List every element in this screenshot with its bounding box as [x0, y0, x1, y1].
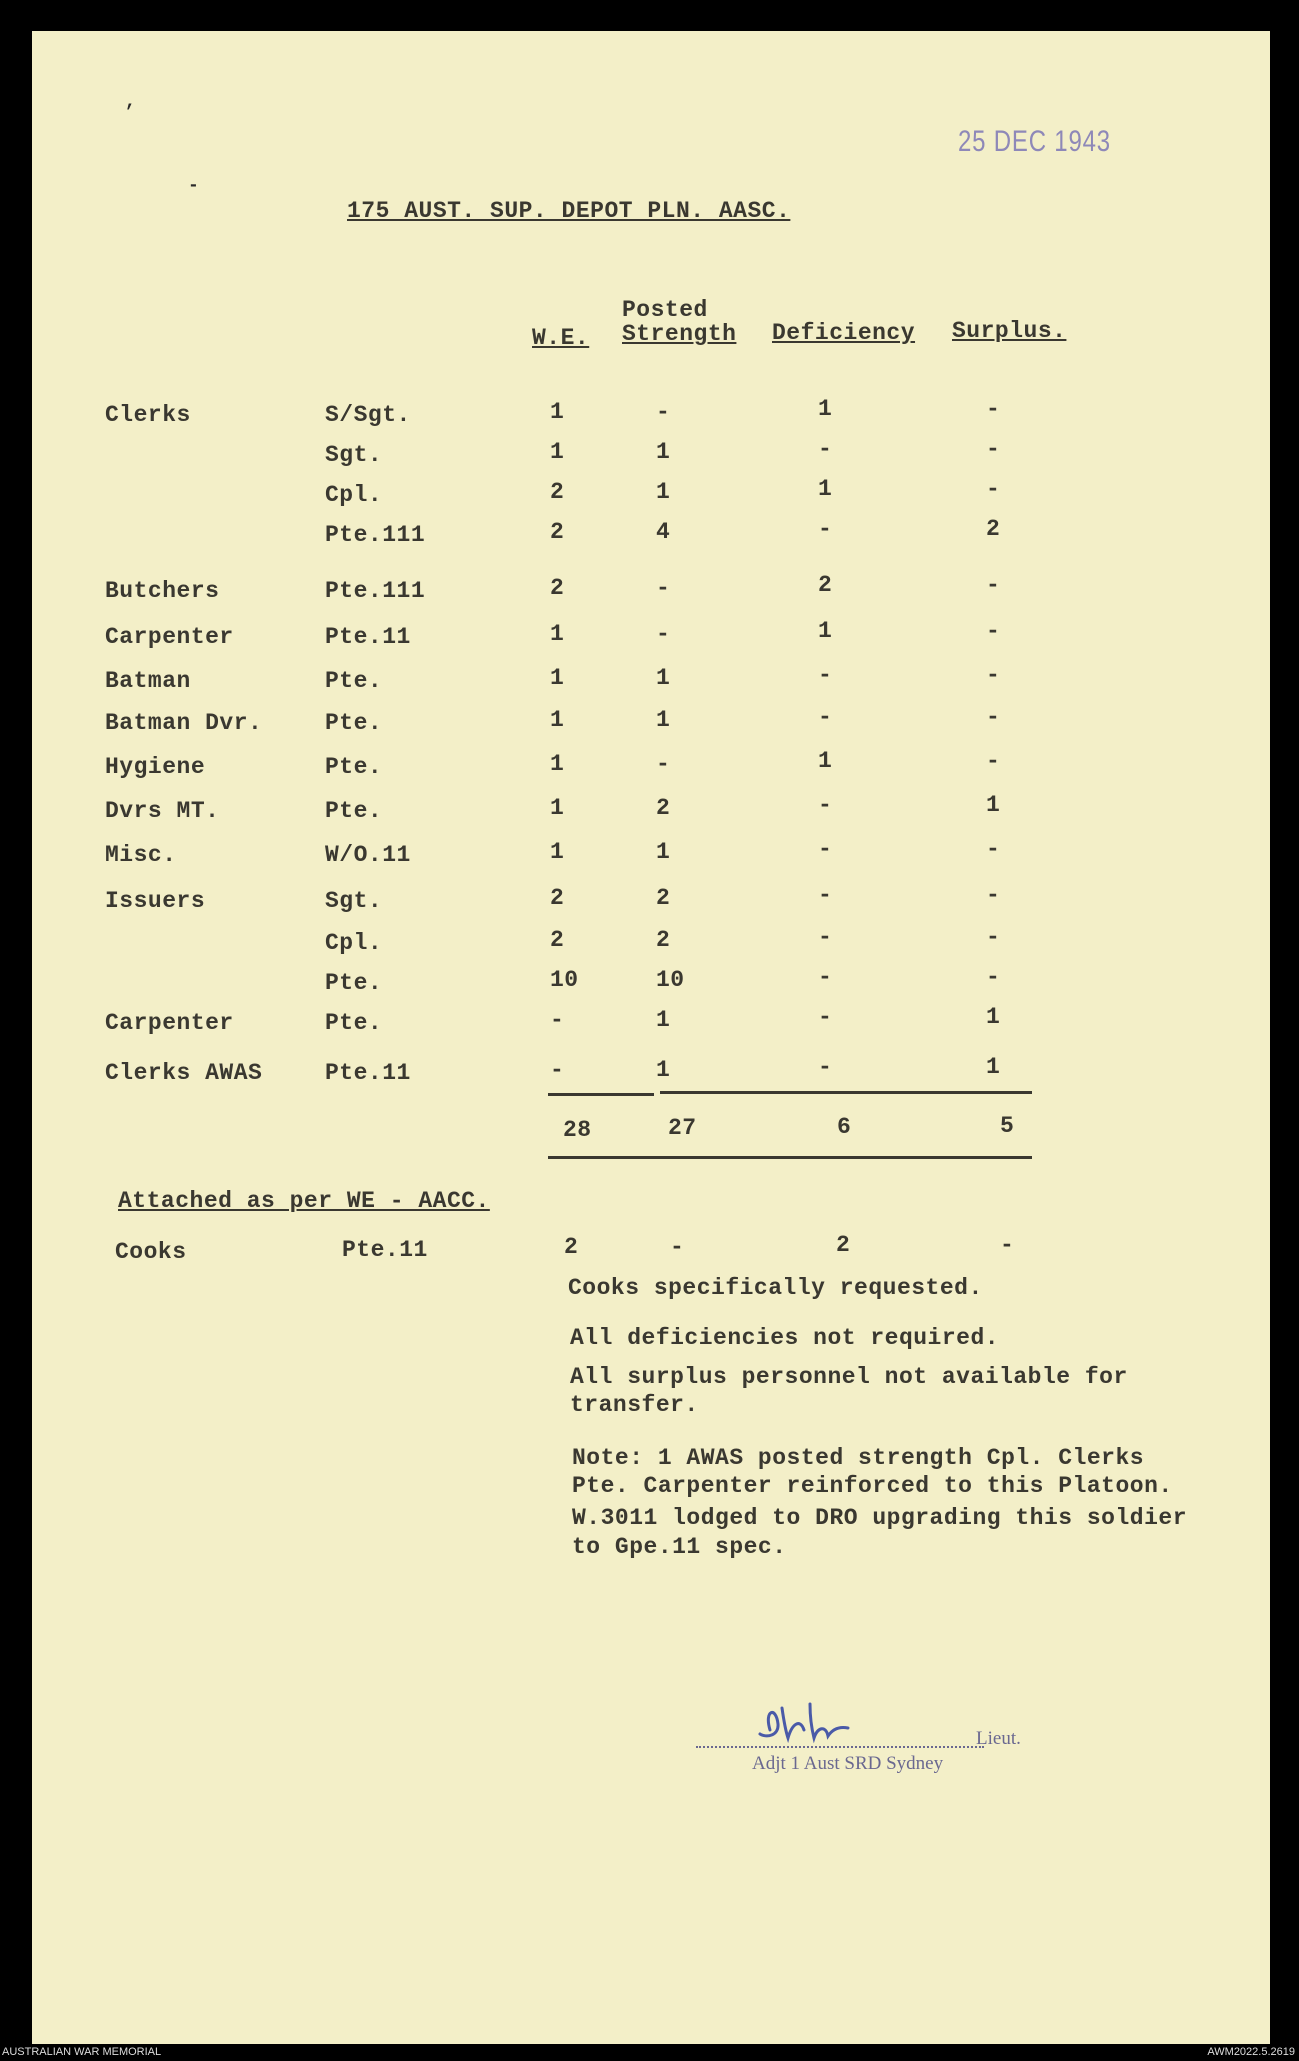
row-surplus: - [986, 882, 1001, 908]
note-line: Pte. Carpenter reinforced to this Platoon. [572, 1473, 1173, 1499]
row-rank: Pte.11 [325, 624, 411, 650]
signature-line [696, 1746, 984, 1748]
row-deficiency: 1 [818, 396, 833, 422]
row-we: 2 [550, 575, 565, 601]
ink-mark: , [125, 92, 136, 112]
row-posted: - [656, 399, 671, 425]
row-rank: S/Sgt. [325, 402, 411, 428]
cooks-surplus: - [1000, 1232, 1015, 1258]
row-surplus: - [986, 618, 1001, 644]
row-deficiency: - [818, 1054, 833, 1080]
total-deficiency: 6 [837, 1114, 852, 1140]
footer-left: AUSTRALIAN WAR MEMORIAL [2, 2046, 162, 2058]
row-surplus: - [986, 924, 1001, 950]
row-posted: 1 [656, 1057, 671, 1083]
header-surplus: Surplus. [952, 318, 1067, 344]
row-surplus: - [986, 572, 1001, 598]
row-deficiency: - [818, 662, 833, 688]
total-surplus: 5 [1000, 1113, 1015, 1139]
note-line: All surplus personnel not available for [570, 1364, 1128, 1390]
row-surplus: - [986, 704, 1001, 730]
row-deficiency: 1 [818, 748, 833, 774]
row-posted: 2 [656, 927, 671, 953]
row-rank: Pte.111 [325, 578, 426, 604]
header-we: W.E. [532, 325, 590, 351]
row-rank: Sgt. [325, 442, 383, 468]
row-rank: Cpl. [325, 482, 383, 508]
document-title: 175 AUST. SUP. DEPOT PLN. AASC. [347, 198, 791, 224]
row-trade: Hygiene [105, 754, 206, 780]
signature-office: Adjt 1 Aust SRD Sydney [752, 1753, 944, 1774]
row-deficiency: - [818, 964, 833, 990]
row-we: 2 [550, 519, 565, 545]
row-trade: Misc. [105, 842, 177, 868]
row-we: 10 [550, 967, 579, 993]
row-surplus: 1 [986, 1054, 1001, 1080]
total-rule [548, 1156, 1032, 1159]
row-we: 1 [550, 665, 565, 691]
row-trade: Butchers [105, 578, 220, 604]
row-deficiency: - [818, 436, 833, 462]
row-rank: Pte. [325, 798, 383, 824]
header-strength: Strength [622, 321, 737, 347]
row-rank: Pte. [325, 754, 383, 780]
note-line: Note: 1 AWAS posted strength Cpl. Clerks [572, 1445, 1145, 1471]
cooks-we: 2 [564, 1234, 579, 1260]
subtotal-rule [660, 1091, 1032, 1094]
row-surplus: 2 [986, 516, 1001, 542]
date-stamp: 25 DEC 1943 [958, 125, 1111, 158]
row-rank: Pte. [325, 710, 383, 736]
row-trade: Batman Dvr. [105, 710, 263, 736]
row-we: 1 [550, 621, 565, 647]
row-deficiency: - [818, 516, 833, 542]
row-trade: Dvrs MT. [105, 798, 220, 824]
row-deficiency: - [818, 882, 833, 908]
row-posted: 1 [656, 665, 671, 691]
row-surplus: - [986, 662, 1001, 688]
row-posted: - [656, 751, 671, 777]
note-line: transfer. [570, 1392, 699, 1418]
ink-mark: - [188, 176, 199, 196]
row-posted: 1 [656, 479, 671, 505]
row-trade: Batman [105, 668, 191, 694]
row-we: 2 [550, 885, 565, 911]
row-surplus: - [986, 836, 1001, 862]
total-we: 28 [563, 1117, 592, 1143]
note-line: W.3011 lodged to DRO upgrading this soldier [572, 1505, 1187, 1531]
row-deficiency: 1 [818, 618, 833, 644]
row-rank: Pte. [325, 970, 383, 996]
row-we: 1 [550, 839, 565, 865]
row-trade: Clerks AWAS [105, 1060, 263, 1086]
row-deficiency: - [818, 792, 833, 818]
note-line: to Gpe.11 spec. [572, 1534, 787, 1560]
row-rank: Cpl. [325, 930, 383, 956]
cooks-trade: Cooks [115, 1239, 187, 1265]
cooks-rank: Pte.11 [342, 1237, 428, 1263]
row-rank: Sgt. [325, 888, 383, 914]
row-posted: - [656, 621, 671, 647]
row-posted: 1 [656, 839, 671, 865]
row-surplus: - [986, 748, 1001, 774]
header-deficiency: Deficiency [772, 320, 916, 346]
row-we: 1 [550, 751, 565, 777]
row-trade: Issuers [105, 888, 206, 914]
row-surplus: - [986, 396, 1001, 422]
row-posted: 1 [656, 1007, 671, 1033]
row-deficiency: - [818, 924, 833, 950]
row-deficiency: - [818, 704, 833, 730]
row-surplus: - [986, 964, 1001, 990]
subtotal-rule [548, 1093, 654, 1096]
row-rank: W/O.11 [325, 842, 411, 868]
signature-rank: Lieut. [976, 1728, 1021, 1749]
row-posted: 1 [656, 439, 671, 465]
cooks-deficiency: 2 [836, 1232, 851, 1258]
row-trade: Carpenter [105, 624, 234, 650]
note-line: All deficiencies not required. [570, 1325, 1000, 1351]
row-we: - [550, 1057, 565, 1083]
row-surplus: 1 [986, 792, 1001, 818]
row-surplus: 1 [986, 1004, 1001, 1030]
note-line: Cooks specifically requested. [568, 1275, 983, 1301]
row-we: 2 [550, 479, 565, 505]
row-trade: Clerks [105, 402, 191, 428]
header-posted: Posted [622, 297, 708, 323]
row-rank: Pte.111 [325, 522, 426, 548]
row-posted: 4 [656, 519, 671, 545]
row-rank: Pte. [325, 1010, 383, 1036]
total-posted: 27 [668, 1115, 697, 1141]
row-we: 1 [550, 795, 565, 821]
row-deficiency: - [818, 836, 833, 862]
row-we: 2 [550, 927, 565, 953]
row-we: 1 [550, 707, 565, 733]
row-posted: 1 [656, 707, 671, 733]
row-deficiency: 1 [818, 476, 833, 502]
row-surplus: - [986, 436, 1001, 462]
row-rank: Pte. [325, 668, 383, 694]
row-posted: - [656, 575, 671, 601]
row-posted: 2 [656, 885, 671, 911]
row-deficiency: - [818, 1004, 833, 1030]
row-we: 1 [550, 439, 565, 465]
row-deficiency: 2 [818, 572, 833, 598]
row-surplus: - [986, 476, 1001, 502]
signature-scribble [752, 1700, 872, 1750]
row-we: 1 [550, 399, 565, 425]
row-trade: Carpenter [105, 1010, 234, 1036]
row-posted: 10 [656, 967, 685, 993]
row-posted: 2 [656, 795, 671, 821]
row-we: - [550, 1007, 565, 1033]
row-rank: Pte.11 [325, 1060, 411, 1086]
attached-heading: Attached as per WE - AACC. [118, 1188, 490, 1214]
cooks-posted: - [670, 1234, 685, 1260]
footer-right: AWM2022.5.2619 [1207, 2046, 1295, 2058]
